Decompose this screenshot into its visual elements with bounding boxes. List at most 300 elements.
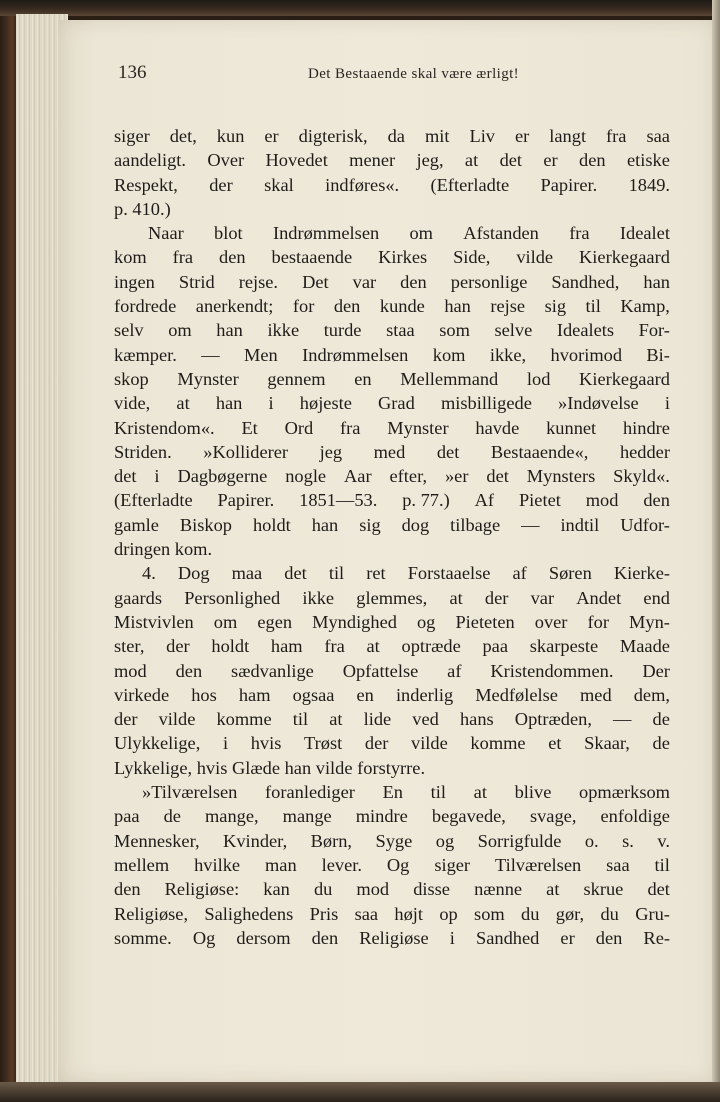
word: Optræden,: [514, 709, 592, 730]
word: vilde: [411, 733, 448, 754]
text-line: [114, 221, 670, 245]
text-line: [114, 173, 670, 197]
text-line-content: dringen kom.: [114, 539, 213, 560]
word: ogsaa: [292, 684, 335, 705]
word: Opfattelse: [342, 660, 419, 681]
word: misbilligede: [440, 393, 532, 414]
word: —: [521, 514, 540, 535]
word: over: [534, 611, 568, 632]
word: indføres«.: [325, 174, 400, 195]
word: at: [449, 587, 463, 608]
word: sig: [359, 514, 381, 535]
book-cover-right-edge: [712, 0, 720, 1102]
word: du: [313, 879, 333, 900]
word: fordrede: [114, 296, 177, 317]
word: lide: [363, 709, 392, 730]
word: begavede,: [431, 806, 506, 827]
text-line: [114, 561, 670, 585]
word: paa: [114, 806, 140, 827]
word: der: [166, 636, 190, 657]
word: de: [163, 806, 181, 827]
word: gamle: [114, 514, 159, 535]
word: det: [284, 563, 307, 584]
word: enfoldige: [600, 806, 670, 827]
word: Maade: [619, 636, 670, 657]
word: Grad: [378, 393, 415, 414]
word: sig: [544, 296, 567, 317]
word: et: [548, 733, 562, 754]
word: Papirer.: [217, 490, 275, 511]
word: til: [292, 709, 309, 730]
word: den: [114, 879, 141, 900]
word: fra: [172, 247, 194, 268]
word: nænne: [474, 879, 523, 900]
word: foranlediger: [265, 782, 355, 803]
book-cover-top-edge: [0, 0, 720, 16]
word: om: [168, 320, 192, 341]
word: 1849.: [628, 174, 670, 195]
word: etiske: [626, 150, 670, 171]
word: Biskop: [179, 514, 232, 535]
word: han: [444, 296, 471, 317]
word: den: [219, 247, 246, 268]
word: hvilke: [194, 854, 241, 875]
text-line: [114, 902, 670, 926]
word: mellem: [114, 854, 170, 875]
word: havde: [475, 417, 520, 438]
text-line: [114, 124, 670, 148]
word: Gru-: [635, 903, 670, 924]
word: at: [329, 709, 343, 730]
word: Kristendom«.: [114, 417, 215, 438]
text-line: [114, 416, 670, 440]
word: —: [613, 709, 632, 730]
text-line: [114, 367, 670, 391]
word: Tilværelsen: [495, 854, 582, 875]
word: Skaar,: [584, 733, 630, 754]
word: paa: [482, 636, 509, 657]
word: da: [387, 126, 405, 146]
word: for: [587, 611, 609, 632]
word: o.: [584, 830, 599, 851]
word: ved: [412, 709, 439, 730]
word: kunde: [379, 296, 425, 317]
text-line: [114, 197, 670, 221]
word: Det: [302, 271, 329, 292]
word: ingen: [114, 271, 155, 292]
word: Pris: [309, 903, 339, 924]
word: i: [664, 393, 670, 414]
word: »Indøvelse: [558, 393, 639, 414]
word: at: [546, 879, 560, 900]
word: Medfølelse: [475, 684, 558, 705]
word: rejse.: [238, 271, 279, 292]
word: han: [643, 271, 670, 292]
word: fra: [606, 126, 627, 146]
word: det,: [169, 126, 197, 146]
word: Strid: [178, 271, 215, 292]
word: den: [400, 271, 427, 292]
word: Sorrigfulde: [477, 830, 562, 851]
word: Kierkegaard: [579, 247, 670, 268]
text-line: [114, 391, 670, 415]
word: den: [333, 296, 361, 317]
word: han: [311, 514, 339, 535]
word: skal: [264, 174, 294, 195]
word: Pieteten: [455, 611, 515, 632]
word: Forstaaelse: [407, 563, 491, 584]
word: det: [647, 879, 670, 900]
text-line: [114, 343, 670, 367]
word: af: [512, 563, 527, 584]
text-line: [114, 877, 670, 901]
word: at: [473, 782, 487, 803]
word: indtil: [560, 514, 600, 535]
word: aandeligt.: [114, 150, 187, 171]
word: Pietet: [518, 490, 561, 511]
word: dersom: [236, 927, 291, 948]
word: En: [382, 782, 403, 803]
word: Skyld«.: [613, 466, 670, 487]
text-line: [114, 513, 670, 537]
word: dog: [401, 514, 430, 535]
word: Ord: [284, 417, 314, 438]
word: glemmes,: [356, 587, 428, 608]
word: rejse: [490, 296, 526, 317]
text-line: [114, 318, 670, 342]
word: Papirer.: [540, 174, 598, 195]
word: Personlighed: [184, 587, 281, 608]
word: siger: [114, 126, 150, 146]
word: (Efterladte: [430, 174, 510, 195]
word: er: [560, 927, 575, 948]
word: Striden.: [114, 441, 172, 462]
word: Aar: [344, 466, 372, 487]
word: kan: [263, 879, 290, 900]
word: op: [439, 903, 458, 924]
word: den: [175, 660, 203, 681]
word: mod: [356, 879, 390, 900]
word: Myn-: [629, 611, 670, 632]
word: blot: [214, 223, 243, 244]
word: mod: [585, 490, 619, 511]
word: ikke: [302, 587, 335, 608]
word: Ulykkelige,: [114, 733, 201, 754]
word: staa: [386, 320, 415, 341]
word: Kamp,: [620, 296, 670, 317]
word: at: [366, 636, 380, 657]
text-line: [114, 780, 670, 804]
word: lever.: [321, 854, 362, 875]
word: at: [464, 150, 479, 171]
word: som: [474, 903, 505, 924]
word: saa: [646, 126, 670, 146]
text-line: [114, 731, 670, 755]
word: Mellemmand: [400, 368, 499, 389]
word: Religiøse,: [114, 903, 189, 924]
word: til: [430, 782, 446, 803]
word: mange: [282, 806, 332, 827]
text-line: [114, 270, 670, 294]
word: vilde: [516, 247, 554, 268]
word: den: [595, 927, 623, 948]
word: der: [114, 709, 138, 730]
word: skop: [114, 368, 149, 389]
word: Men: [244, 344, 278, 365]
word: Kirkes: [378, 247, 428, 268]
word: bestaaende: [271, 247, 353, 268]
word: Re-: [643, 927, 670, 948]
word: (Efterladte: [114, 490, 193, 511]
word: Indrømmelsen: [272, 223, 380, 244]
word: Naar: [148, 223, 184, 244]
word: og: [416, 611, 436, 632]
text-line: [114, 537, 670, 561]
word: Kristendommen.: [490, 660, 614, 681]
word: lod: [526, 368, 551, 389]
word: Et: [241, 417, 258, 438]
word: Kierkegaard: [579, 368, 670, 389]
word: kom: [114, 247, 147, 268]
word: man: [265, 854, 297, 875]
word: vide,: [114, 393, 151, 414]
word: selv: [114, 320, 144, 341]
word: kunnet: [546, 417, 597, 438]
word: Mynsters: [526, 466, 596, 487]
text-line: [114, 586, 670, 610]
word: som: [439, 320, 470, 341]
word: »er: [444, 466, 469, 487]
word: Og: [386, 854, 410, 875]
word: Bestaaende«,: [490, 441, 589, 462]
word: fra: [324, 636, 345, 657]
word: hedder: [619, 441, 670, 462]
word: du: [521, 903, 540, 924]
word: højeste: [299, 393, 352, 414]
running-head: Det Bestaaende skal være ærligt!: [308, 66, 520, 82]
word: den: [311, 927, 339, 948]
word: svage,: [529, 806, 577, 827]
word: Af: [474, 490, 495, 511]
page-header: [118, 62, 548, 90]
word: holdt: [211, 636, 250, 657]
word: Respekt,: [114, 174, 178, 195]
word: egen: [257, 611, 293, 632]
word: vilde: [158, 709, 196, 730]
word: Idealets: [556, 320, 615, 341]
word: er: [515, 126, 530, 146]
word: skarpeste: [529, 636, 599, 657]
word: de: [652, 733, 670, 754]
word: ikke,: [489, 344, 527, 365]
word: der: [484, 587, 509, 608]
word: med: [580, 684, 612, 705]
word: en: [354, 368, 372, 389]
word: Syge: [375, 830, 413, 851]
word: hans: [459, 709, 494, 730]
word: inderlig: [395, 684, 454, 705]
word: i: [154, 466, 160, 487]
word: digterisk,: [298, 126, 368, 146]
word: Trøst: [304, 733, 343, 754]
word: Andet: [576, 587, 622, 608]
word: Mistvivlen: [114, 611, 194, 632]
word: om: [213, 611, 238, 632]
word: er: [543, 150, 558, 171]
text-line: [114, 926, 670, 950]
word: Kierke-: [613, 563, 670, 584]
word: p. 77.): [402, 490, 450, 511]
text-line: [114, 488, 670, 512]
word: Hovedet: [265, 150, 328, 171]
word: Bi-: [646, 344, 670, 365]
word: Sandhed: [475, 927, 540, 948]
word: mange,: [204, 806, 259, 827]
word: han: [216, 320, 243, 341]
word: de: [652, 709, 670, 730]
word: Over: [207, 150, 245, 171]
word: mener: [349, 150, 396, 171]
text-line: [114, 440, 670, 464]
word: Søren: [548, 563, 592, 584]
word: disse: [413, 879, 450, 900]
word: Dagbøgerne: [177, 466, 268, 487]
word: »Tilværelsen: [142, 782, 238, 803]
word: Salighedens: [204, 903, 294, 924]
word: Myndighed: [312, 611, 397, 632]
text-line-content: p. 410.): [114, 198, 171, 219]
word: en: [356, 684, 374, 705]
word: dem,: [633, 684, 670, 705]
text-line: [114, 853, 670, 877]
text-line: [114, 707, 670, 731]
word: ret: [366, 563, 386, 584]
word: optræde: [401, 636, 461, 657]
word: ster,: [114, 636, 145, 657]
text-line: [114, 683, 670, 707]
word: Side,: [453, 247, 491, 268]
word: —: [201, 344, 220, 365]
word: komme: [216, 709, 272, 730]
word: der: [209, 174, 233, 195]
word: Sandhed,: [551, 271, 620, 292]
word: Og: [192, 927, 216, 948]
word: kom: [432, 344, 466, 365]
word: selve: [494, 320, 533, 341]
text-line: [114, 610, 670, 634]
word: det: [499, 150, 523, 171]
word: det: [114, 466, 137, 487]
word: ikke: [267, 320, 300, 341]
word: somme.: [114, 927, 172, 948]
text-line: [114, 148, 670, 172]
word: mit: [424, 126, 450, 146]
word: fra: [569, 223, 590, 244]
word: at: [176, 393, 190, 414]
word: fra: [340, 417, 361, 438]
text-line: [114, 804, 670, 828]
word: Liv: [469, 126, 496, 146]
word: er: [264, 126, 279, 146]
word: med: [373, 441, 406, 462]
word: 4.: [142, 563, 156, 584]
word: gennem: [267, 368, 326, 389]
word: hos: [191, 684, 217, 705]
word: Dog: [177, 563, 210, 584]
text-line: [114, 294, 670, 318]
word: Kvinder,: [223, 830, 288, 851]
word: s.: [622, 830, 634, 851]
word: for: [292, 296, 315, 317]
word: nogle: [285, 466, 327, 487]
word: du: [600, 903, 619, 924]
word: ham: [238, 684, 271, 705]
word: Afstanden: [463, 223, 539, 244]
word: Der: [642, 660, 670, 681]
word: v.: [657, 830, 670, 851]
word: siger: [434, 854, 471, 875]
body-text: [114, 124, 670, 950]
word: højt: [394, 903, 423, 924]
word: virkede: [114, 684, 170, 705]
word: jeg: [319, 441, 343, 462]
word: Religiøse:: [164, 879, 240, 900]
word: gaards: [114, 587, 162, 608]
word: den: [579, 150, 606, 171]
word: der: [364, 733, 389, 754]
word: opmærksom: [579, 782, 670, 803]
word: i: [222, 733, 229, 754]
word: 1851—53.: [299, 490, 378, 511]
word: han: [215, 393, 243, 414]
word: til: [654, 854, 670, 875]
word: gør,: [555, 903, 585, 924]
text-line: [114, 659, 670, 683]
word: mod: [114, 660, 147, 681]
word: langt: [549, 126, 587, 146]
word: anerkendt;: [195, 296, 274, 317]
word: til: [585, 296, 601, 317]
book-cover-bottom-edge: [0, 1082, 720, 1102]
word: tilbage: [450, 514, 501, 535]
word: saa: [606, 854, 630, 875]
word: i: [268, 393, 274, 414]
word: skrue: [583, 879, 624, 900]
word: efter,: [389, 466, 428, 487]
word: og: [435, 830, 455, 851]
word: det: [436, 441, 460, 462]
word: personlige: [450, 271, 528, 292]
word: Religiøse: [359, 927, 429, 948]
word: i: [449, 927, 455, 948]
word: hindre: [622, 417, 670, 438]
word: ham: [270, 636, 303, 657]
text-line: [114, 245, 670, 269]
word: komme: [470, 733, 526, 754]
word: den: [643, 490, 670, 511]
text-line: [114, 756, 670, 780]
word: om: [409, 223, 433, 244]
word: Idealet: [619, 223, 670, 244]
word: holdt: [252, 514, 291, 535]
word: Mynster: [387, 417, 449, 438]
word: kun: [216, 126, 245, 146]
word: Børn,: [310, 830, 353, 851]
word: Indrømmelsen: [302, 344, 409, 365]
word: blive: [514, 782, 552, 803]
text-line: [114, 464, 670, 488]
word: For-: [638, 320, 670, 341]
